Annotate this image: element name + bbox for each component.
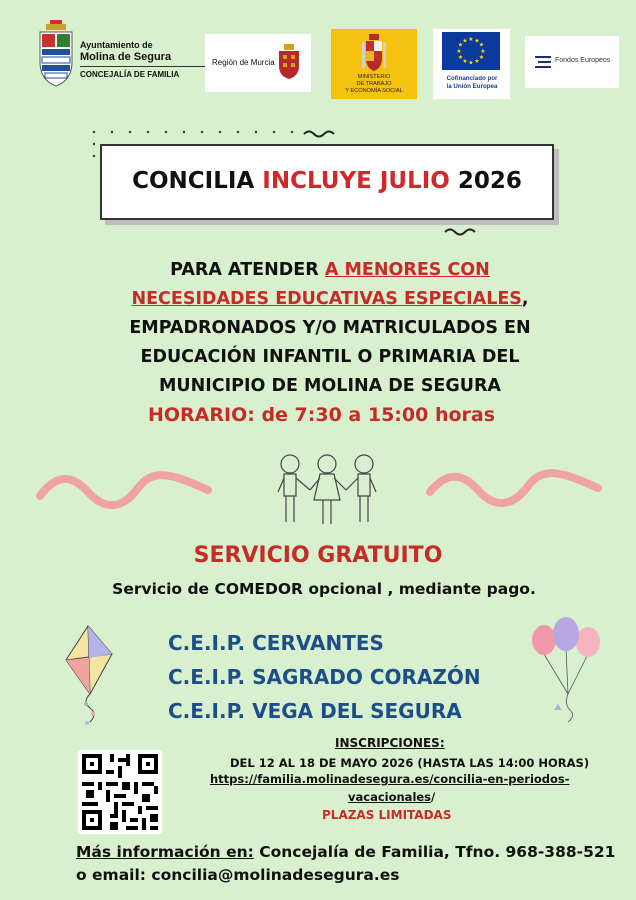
inscripciones-link-end: / xyxy=(431,790,436,804)
svg-text:★: ★ xyxy=(462,58,468,65)
ministerio-line2: DE TRABAJO xyxy=(356,81,392,87)
page-title xyxy=(102,168,552,194)
servicio-gratuito: SERVICIO GRATUITO xyxy=(193,543,443,568)
more-info-text: Concejalía de Familia, Tfno. 968-388-521 xyxy=(253,843,616,861)
svg-text:★: ★ xyxy=(474,58,480,65)
contact-email[interactable]: o email: concilia@molinadesegura.es xyxy=(76,866,400,884)
ayuntamiento-line1: Ayuntamiento de xyxy=(80,40,153,50)
qr-code[interactable] xyxy=(78,750,162,834)
title-part1: CONCILIA xyxy=(132,168,263,194)
lead-line2-end: , xyxy=(521,289,529,309)
ayuntamiento-line3: CONCEJALÍA DE FAMILIA xyxy=(80,70,180,79)
decorative-squiggle xyxy=(443,225,483,237)
svg-text:★: ★ xyxy=(480,48,486,55)
svg-text:★: ★ xyxy=(456,48,462,55)
svg-text:★: ★ xyxy=(462,37,468,45)
fondos-symbol-icon xyxy=(535,56,551,68)
kite-icon xyxy=(60,624,116,728)
inscripciones-link-line2[interactable]: vacacionales xyxy=(348,790,432,804)
inscripciones-dates: DEL 12 AL 18 DE MAYO 2026 (HASTA LAS 14:00 HORAS) xyxy=(230,756,590,770)
inscripciones-link-cont[interactable] xyxy=(348,790,435,804)
more-info xyxy=(76,843,615,861)
pink-wave-left xyxy=(36,470,212,514)
inscripciones-title: INSCRIPCIONES: xyxy=(335,736,445,750)
lead-line1-a: PARA ATENDER xyxy=(170,260,325,280)
svg-text:★: ★ xyxy=(457,54,464,61)
school-1: C.E.I.P. CERVANTES xyxy=(168,631,384,655)
school-3: C.E.I.P. VEGA DEL SEGURA xyxy=(168,699,462,723)
balloons-icon xyxy=(530,614,604,722)
comedor-info: Servicio de COMEDOR opcional , mediante pago. xyxy=(112,580,536,598)
eu-flag-icon xyxy=(442,32,500,70)
divider xyxy=(80,66,220,67)
eu-stars-icon xyxy=(442,32,500,70)
eu-logo xyxy=(433,29,510,99)
svg-text:★: ★ xyxy=(478,41,485,49)
region-crest-icon xyxy=(277,44,301,80)
title-year: 2026 xyxy=(449,168,522,194)
region-murcia-text: Región de Murcia xyxy=(212,58,275,67)
svg-text:★: ★ xyxy=(468,36,474,43)
svg-text:★: ★ xyxy=(457,41,464,49)
fondos-europeos-logo xyxy=(525,36,619,88)
svg-text:★: ★ xyxy=(474,37,480,45)
lead-line2 xyxy=(60,285,600,314)
ayuntamiento-logo xyxy=(38,18,198,90)
children-icon xyxy=(272,450,382,530)
svg-text:★: ★ xyxy=(468,59,474,67)
svg-text:★: ★ xyxy=(478,54,485,61)
plazas-limitadas: PLAZAS LIMITADAS xyxy=(322,808,452,822)
coat-of-arms-icon xyxy=(38,18,74,88)
eu-text xyxy=(436,75,508,91)
ministerio-line1: MINISTERIO xyxy=(357,74,391,80)
ayuntamiento-line2: Molina de Segura xyxy=(80,51,172,63)
eu-line1: Cofinanciado por xyxy=(446,75,498,82)
spain-crest-icon xyxy=(362,34,386,72)
ministerio-line3: Y ECONOMÍA SOCIAL xyxy=(345,88,403,94)
lead-line5: MUNICIPIO DE MOLINA DE SEGURA xyxy=(159,376,501,396)
inscripciones-link[interactable]: https://familia.molinadesegura.es/concilia-en-periodos- xyxy=(210,772,570,786)
title-box xyxy=(100,144,554,220)
lead-line4: EDUCACIÓN INFANTIL O PRIMARIA DEL xyxy=(140,347,520,367)
pink-wave-right xyxy=(426,468,602,512)
more-info-label: Más información en: xyxy=(76,843,254,861)
ministerio-text xyxy=(333,74,415,95)
region-murcia-logo xyxy=(205,34,311,92)
title-highlight: INCLUYE JULIO xyxy=(262,168,450,194)
fondos-text: Fondos Europeos xyxy=(555,57,611,64)
lead-line3: EMPADRONADOS Y/O MATRICULADOS EN xyxy=(129,318,531,338)
eu-line2: la Unión Europea xyxy=(446,83,498,90)
lead-line2-text: NECESIDADES EDUCATIVAS ESPECIALES xyxy=(131,289,522,309)
ministerio-logo xyxy=(331,29,417,99)
school-2: C.E.I.P. SAGRADO CORAZÓN xyxy=(168,665,481,689)
horario: HORARIO: de 7:30 a 15:00 horas xyxy=(148,404,496,426)
lead-line1-b: A MENORES CON xyxy=(324,260,490,280)
lead-line1 xyxy=(60,256,600,285)
